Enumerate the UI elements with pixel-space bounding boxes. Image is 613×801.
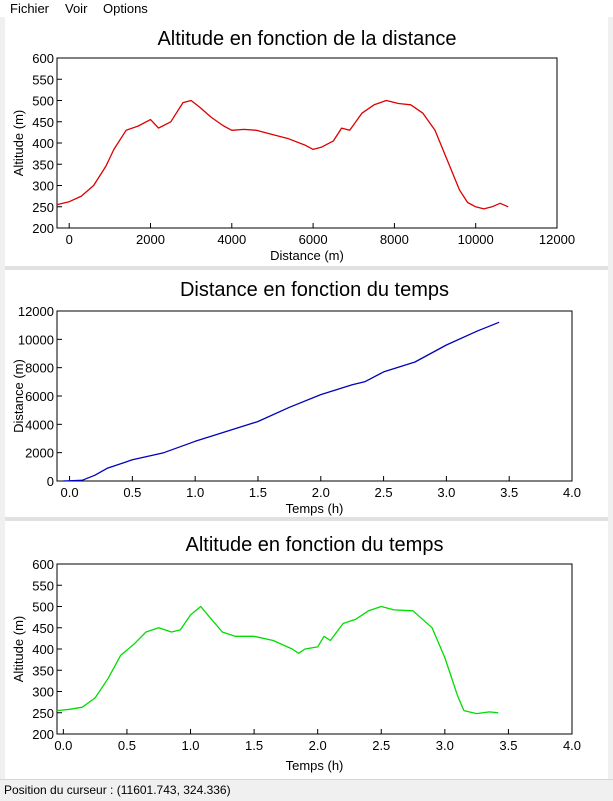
menu-options[interactable]: Options: [103, 1, 148, 16]
y-tick-label: 500: [32, 599, 54, 615]
x-tick-label: 2.5: [374, 485, 393, 500]
y-tick-label: 8000: [25, 360, 54, 376]
cursor-position-text: [4, 783, 231, 797]
altitude-distance-panel: [5, 17, 608, 266]
altitude-time-panel: [5, 521, 608, 774]
x-tick-label: 0.0: [54, 738, 73, 753]
x-tick-label: 1.5: [248, 485, 268, 500]
x-tick-label: 2000: [136, 232, 165, 247]
y-tick-label: 250: [32, 705, 54, 721]
x-axis-label: Temps (h): [285, 758, 344, 773]
y-tick-label: 12000: [17, 304, 54, 319]
plot-area: [5, 17, 608, 774]
y-axis-label: Altitude (m): [11, 109, 26, 177]
y-tick-label: 200: [32, 727, 54, 742]
distance-time-chart[interactable]: [5, 270, 608, 517]
x-tick-label: 3.0: [437, 485, 456, 500]
x-tick-label: 2.0: [308, 738, 327, 753]
x-tick-label: 4.0: [562, 485, 582, 500]
plot-frame: [57, 564, 572, 734]
y-tick-label: 300: [32, 684, 54, 700]
y-tick-label: 600: [32, 557, 54, 572]
x-tick-label: 3.5: [500, 485, 519, 500]
x-tick-label: 4000: [217, 232, 247, 247]
x-tick-label: 3.5: [499, 738, 518, 753]
x-tick-label: 2.5: [372, 738, 391, 753]
y-tick-label: 550: [32, 72, 54, 88]
y-tick-label: 350: [32, 663, 54, 679]
x-tick-label: 1.0: [186, 485, 205, 500]
menu-fichier[interactable]: Fichier: [10, 1, 50, 16]
status-bar: [0, 779, 613, 801]
x-axis-label: Distance (m): [270, 248, 344, 263]
y-tick-label: 2000: [25, 445, 54, 461]
plot-frame: [57, 311, 572, 481]
x-axis-label: Temps (h): [285, 501, 344, 516]
altitude-time-chart[interactable]: [5, 521, 608, 774]
cursor-position-label: Position du curseur :: [4, 783, 114, 797]
y-tick-label: 400: [32, 642, 54, 657]
menu-voir[interactable]: Voir: [65, 1, 88, 16]
y-tick-label: 300: [32, 178, 54, 194]
y-tick-label: 200: [32, 221, 54, 236]
y-tick-label: 4000: [25, 417, 54, 433]
chart-title: Altitude en fonction du temps: [185, 534, 444, 556]
y-tick-label: 450: [32, 620, 54, 636]
menu-bar: [0, 0, 613, 17]
altitude-distance-chart[interactable]: [5, 17, 608, 266]
x-tick-label: 1.5: [245, 738, 264, 753]
x-tick-label: 0: [65, 232, 73, 247]
y-tick-label: 450: [32, 114, 54, 130]
y-tick-label: 600: [32, 51, 54, 66]
x-tick-label: 2.0: [311, 485, 330, 500]
y-tick-label: 350: [32, 157, 54, 173]
chart-title: Distance en fonction du temps: [179, 279, 450, 301]
y-tick-label: 400: [32, 136, 54, 151]
x-tick-label: 6000: [298, 232, 328, 247]
x-tick-label: 0.5: [123, 485, 142, 500]
distance-time-panel: [5, 270, 608, 517]
y-tick-label: 0: [46, 474, 54, 489]
x-tick-label: 0.0: [60, 485, 79, 500]
x-tick-label: 12000: [538, 232, 576, 247]
chart-title: Altitude en fonction de la distance: [157, 28, 457, 50]
x-tick-label: 4.0: [562, 738, 582, 753]
y-tick-label: 550: [32, 578, 54, 594]
x-tick-label: 3.0: [435, 738, 454, 753]
cursor-position-value: (11601.743, 324.336): [116, 783, 231, 797]
x-tick-label: 0.5: [117, 738, 136, 753]
y-axis-label: Distance (m): [11, 359, 26, 433]
plot-frame: [57, 58, 557, 228]
y-tick-label: 6000: [25, 389, 54, 404]
y-tick-label: 500: [32, 93, 54, 109]
x-tick-label: 1.0: [181, 738, 200, 753]
x-tick-label: 10000: [457, 232, 494, 247]
window-right-border: [608, 17, 613, 779]
y-tick-label: 10000: [17, 332, 54, 348]
y-axis-label: Altitude (m): [11, 615, 26, 683]
y-tick-label: 250: [32, 199, 54, 215]
x-tick-label: 8000: [379, 232, 409, 247]
